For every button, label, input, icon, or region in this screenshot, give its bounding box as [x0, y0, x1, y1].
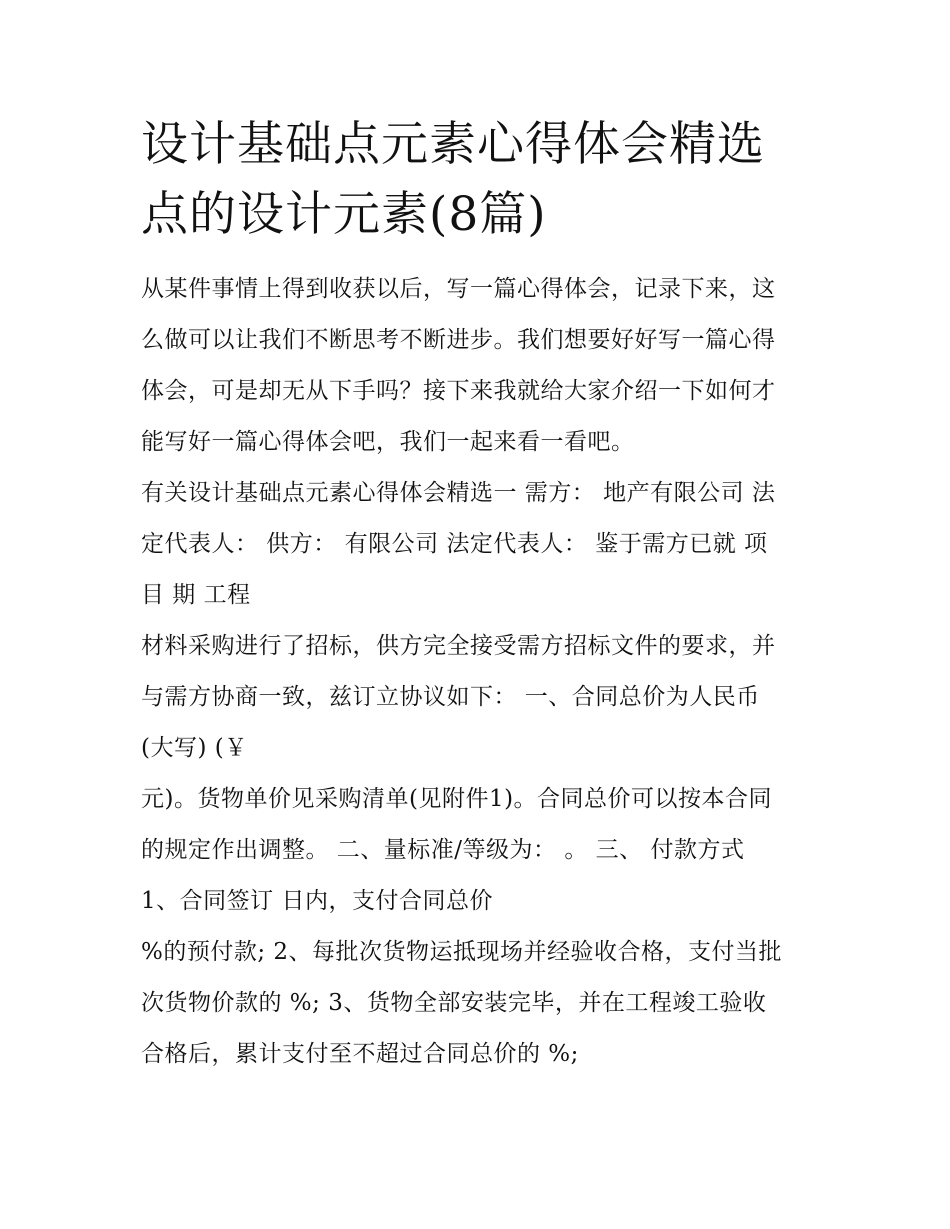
text-line: (大写) (￥	[141, 735, 248, 761]
text-line: 体会，可是却无从下手吗？接下来我就给大家介绍一下如何才	[141, 378, 776, 404]
text-line: 能写好一篇心得体会吧，我们一起来看一看吧。	[141, 429, 635, 455]
title-line: 点的设计元素(8篇)	[141, 187, 547, 242]
paragraph-contract-parties	[141, 468, 821, 621]
text-line: 1、合同签订 日内，支付合同总价	[141, 888, 493, 914]
text-line: 定代表人： 供方： 有限公司 法定代表人： 鉴于需方已就 项	[141, 531, 768, 557]
paragraph-contract-price	[141, 621, 821, 774]
text-line: 的规定作出调整。 二、量标准/等级为： 。 三、 付款方式	[141, 837, 745, 863]
paragraph-intro	[141, 264, 821, 468]
document-body	[141, 264, 821, 1080]
text-line: %的预付款; 2、每批次货物运抵现场并经验收合格，支付当批	[141, 939, 783, 965]
document-title	[141, 110, 821, 250]
text-line: 次货物价款的 %; 3、货物全部安装完毕，并在工程竣工验收	[141, 990, 767, 1016]
text-line: 有关设计基础点元素心得体会精选一 需方： 地产有限公司 法	[141, 480, 776, 506]
text-line: 目 期 工程	[141, 582, 251, 608]
text-line: 材料采购进行了招标，供方完全接受需方招标文件的要求，并	[141, 633, 776, 659]
paragraph-price-adjustment	[141, 774, 821, 927]
text-line: 么做可以让我们不断思考不断进步。我们想要好好写一篇心得	[141, 327, 776, 353]
text-line: 与需方协商一致，兹订立协议如下： 一、合同总价为人民币	[141, 684, 760, 710]
document-page	[141, 110, 821, 1080]
title-line: 设计基础点元素心得体会精选	[141, 117, 765, 172]
paragraph-payment-terms	[141, 927, 821, 1080]
text-line: 合格后，累计支付至不超过合同总价的 %;	[141, 1041, 579, 1067]
text-line: 从某件事情上得到收获以后，写一篇心得体会，记录下来，这	[141, 276, 776, 302]
text-line: 元)。货物单价见采购清单(见附件1)。合同总价可以按本合同	[141, 786, 773, 812]
